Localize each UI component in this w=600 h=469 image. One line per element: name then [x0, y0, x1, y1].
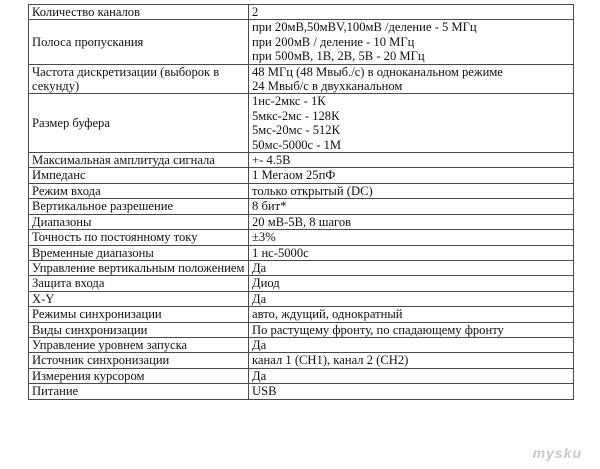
- spec-value-line: 48 МГц (48 Мвыб./с) в одноканальном режиме: [252, 64, 503, 79]
- spec-parameter-name: Защита входа: [29, 276, 249, 291]
- specifications-table-body: [29, 5, 574, 400]
- spec-parameter-name: Точность по постоянному току: [29, 230, 249, 245]
- spec-row: [29, 291, 574, 306]
- spec-parameter-value: [249, 384, 574, 399]
- spec-row: [29, 260, 574, 275]
- spec-value-line: 5мкс-2мс - 128К: [252, 108, 340, 123]
- spec-parameter-value: [249, 353, 574, 368]
- spec-parameter-name: Питание: [29, 384, 249, 399]
- spec-parameter-name: Виды синхронизации: [29, 322, 249, 337]
- spec-value-line: 24 Мвыб/с в двухканальном: [252, 79, 403, 94]
- spec-value-line: 1 нс-5000с: [252, 245, 309, 260]
- spec-row: [29, 337, 574, 352]
- spec-row: [29, 368, 574, 383]
- spec-parameter-value: [249, 260, 574, 275]
- spec-row: [29, 183, 574, 198]
- spec-value-line: 8 бит*: [252, 199, 287, 214]
- spec-value-line: 20 мВ-5В, 8 шагов: [252, 214, 352, 229]
- spec-parameter-value: [249, 20, 574, 64]
- spec-parameter-value: [249, 245, 574, 260]
- spec-value-line: Да: [252, 260, 267, 275]
- spec-value-line: +- 4.5В: [252, 153, 291, 168]
- spec-parameter-name: Количество каналов: [29, 5, 249, 20]
- spec-row: [29, 5, 574, 20]
- spec-value-line: при 20мВ,50мBV,100мВ /деление - 5 МГц: [252, 20, 477, 35]
- spec-parameter-name: Временные диапазоны: [29, 245, 249, 260]
- spec-parameter-name: Полоса пропускания: [29, 20, 249, 64]
- spec-parameter-name: X-Y: [29, 291, 249, 306]
- spec-value-line: при 500мВ, 1В, 2В, 5В - 20 МГц: [252, 49, 425, 64]
- spec-row: [29, 153, 574, 168]
- spec-value-line: ±3%: [252, 230, 276, 245]
- spec-parameter-value: [249, 230, 574, 245]
- spec-parameter-name: Частота дискретизации (выборок в секунду): [29, 64, 249, 94]
- spec-value-line: 50мс-5000с - 1М: [252, 137, 342, 152]
- spec-value-line: Да: [252, 291, 267, 306]
- spec-value-line: канал 1 (CH1), канал 2 (CH2): [252, 353, 409, 368]
- spec-row: [29, 307, 574, 322]
- spec-row: [29, 276, 574, 291]
- watermark-logo: mysku: [532, 445, 582, 461]
- spec-parameter-value: [249, 153, 574, 168]
- spec-row: [29, 353, 574, 368]
- spec-row: [29, 64, 574, 94]
- specifications-table: [28, 4, 574, 400]
- spec-parameter-name: Вертикальное разрешение: [29, 199, 249, 214]
- spec-parameter-value: [249, 276, 574, 291]
- spec-value-line: авто, ждущий, однократный: [252, 307, 403, 322]
- spec-row: [29, 230, 574, 245]
- spec-row: [29, 199, 574, 214]
- spec-parameter-value: [249, 94, 574, 153]
- spec-parameter-name: Размер буфера: [29, 94, 249, 153]
- spec-value-line: Да: [252, 337, 267, 352]
- spec-row: [29, 384, 574, 399]
- spec-parameter-name: Режимы синхронизации: [29, 307, 249, 322]
- spec-row: [29, 20, 574, 64]
- spec-value-line: 2: [252, 5, 259, 19]
- spec-parameter-name: Управление вертикальным положением: [29, 260, 249, 275]
- spec-parameter-name: Режим входа: [29, 183, 249, 198]
- spec-row: [29, 322, 574, 337]
- spec-value-line: По растущему фронту, по спадающему фронту: [252, 322, 504, 337]
- spec-value-line: 1 Мегаом 25пФ: [252, 168, 336, 183]
- spec-row: [29, 245, 574, 260]
- spec-parameter-name: Источник синхронизации: [29, 353, 249, 368]
- spec-parameter-value: [249, 183, 574, 198]
- spec-parameter-value: [249, 337, 574, 352]
- spec-value-line: при 200мВ / деление - 10 МГц: [252, 34, 415, 49]
- spec-value-line: 1нс-2мкс - 1К: [252, 94, 326, 109]
- spec-parameter-value: [249, 199, 574, 214]
- spec-row: [29, 94, 574, 153]
- spec-row: [29, 168, 574, 183]
- spec-parameter-value: [249, 368, 574, 383]
- spec-parameter-value: [249, 168, 574, 183]
- spec-parameter-name: Импеданс: [29, 168, 249, 183]
- spec-row: [29, 214, 574, 229]
- spec-parameter-value: [249, 214, 574, 229]
- spec-parameter-name: Управление уровнем запуска: [29, 337, 249, 352]
- spec-parameter-value: [249, 291, 574, 306]
- spec-value-line: 5мс-20мс - 512К: [252, 123, 340, 138]
- spec-parameter-name: Диапазоны: [29, 214, 249, 229]
- spec-value-line: Да: [252, 368, 267, 383]
- spec-value-line: только открытый (DC): [252, 183, 373, 198]
- spec-parameter-name: Измерения курсором: [29, 368, 249, 383]
- spec-value-line: USB: [252, 384, 277, 399]
- spec-parameter-value: [249, 307, 574, 322]
- spec-parameter-value: [249, 322, 574, 337]
- spec-parameter-value: [249, 64, 574, 94]
- spec-value-line: Диод: [252, 276, 280, 291]
- spec-parameter-name: Максимальная амплитуда сигнала: [29, 153, 249, 168]
- spec-parameter-value: [249, 5, 574, 20]
